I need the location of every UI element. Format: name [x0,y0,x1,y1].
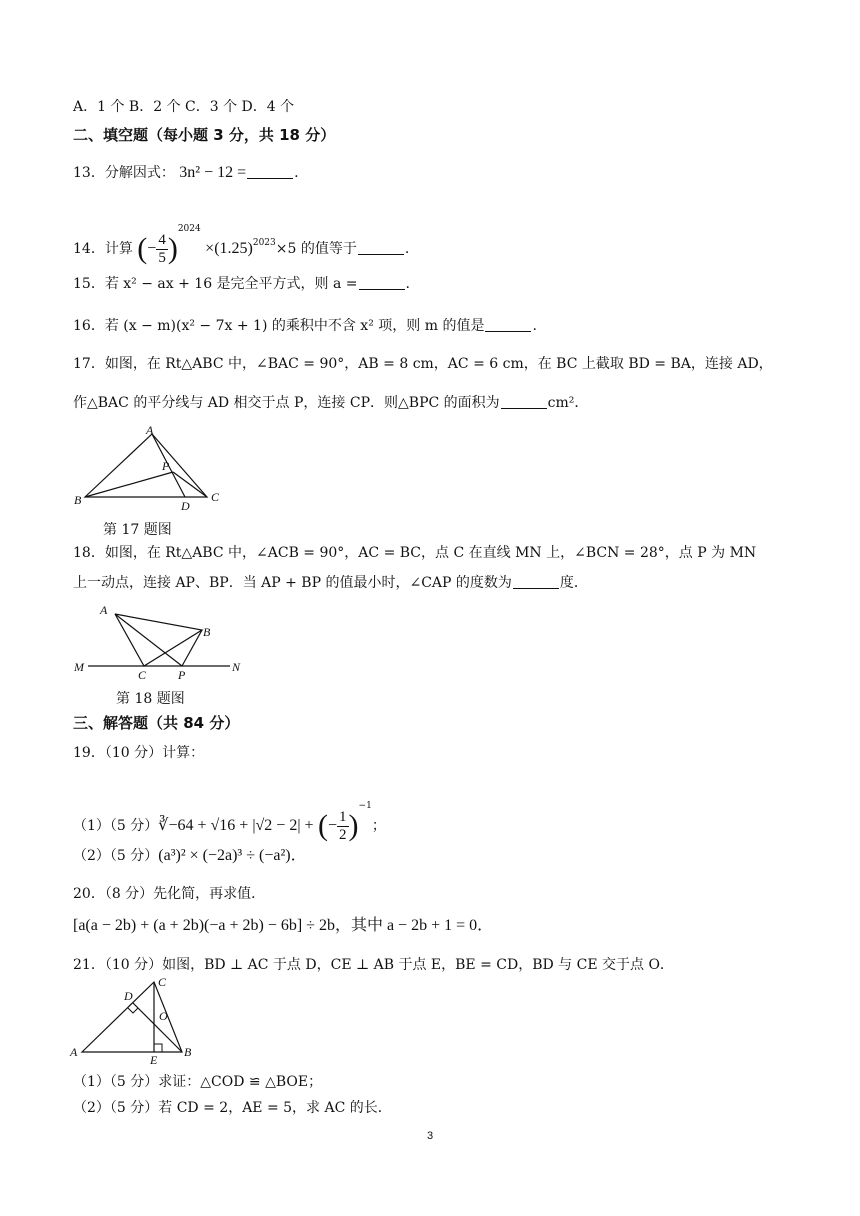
label-e: E [150,1053,158,1066]
fraction: $\frac{4}{5}$ [158,231,166,266]
question-21-part-1: （1）（5 分）求证：△COD ≌ △BOE； [73,1074,323,1090]
label-a: A [100,603,108,617]
segment-ap [115,614,182,666]
question-20-head: 20．（8 分）先化简，再求值． [73,886,266,902]
label-d: D [124,989,133,1003]
question-14: 14．计算 (− $\frac{4}{5}$ )$^{2024} \times(1.25)^{2023}\times 5$ 的值等于 . [73,224,410,266]
answer-blank [513,574,559,589]
segment-bd [133,1003,182,1052]
label-c: C [211,490,220,504]
fraction: $\frac{1}{2}$ [339,808,347,843]
label-p: P [178,668,186,682]
label-c: C [138,668,147,682]
right-angle-d [128,1008,138,1013]
label-b: B [74,493,82,507]
label-p: P [162,459,170,473]
answer-blank [358,240,404,255]
question-20-expression: [a(a − 2b) + (a + 2b)(−a + 2b) − 6b] ÷ 2b，其中 a − 2b + 1 = 0． [73,917,494,934]
label-n: N [232,660,241,674]
answer-blank [359,275,405,290]
label-o: O [159,1009,168,1023]
question-21-head: 21．（10 分）如图，BD ⊥ AC 于点 D，CE ⊥ AB 于点 E，BE = CD，BD 与 CE 交于点 O． [73,957,674,973]
figure-17-caption: 第 17 题图 [103,522,172,538]
options-line: A．1 个 B．2 个 C．3 个 D．4 个 [73,99,295,115]
question-19-part-2: （2）（5 分）(a³)² × (−2a)³ ÷ (−a²)． [73,847,307,864]
label-b: B [184,1045,192,1059]
answer-blank [501,394,547,409]
section-2-title: 二、填空题（每小题 3 分，共 18 分） [73,126,336,144]
label-m: M [74,660,84,674]
figure-18-caption: 第 18 题图 [116,691,185,707]
label-d: D [181,499,190,513]
page-number: 3 [426,1130,434,1142]
question-17-line-2: 作△BAC 的平分线与 AD 相交于点 P，连接 CP．则△BPC 的面积为 cm²． [73,395,589,411]
triangle-acb [115,614,202,666]
answer-blank [247,164,293,179]
right-angle-e [154,1044,162,1052]
section-3-title: 三、解答题（共 84 分） [73,714,240,732]
triangle-abc [85,434,207,497]
question-19-part-1: （1）（5 分）∛−64 + √16 + |√2 − 2| + (− $\frac{1}{2}$ )$^{-1}$； [73,801,386,843]
question-16: 16．若 (x − m)(x² − 7x + 1) 的乘积中不含 x² 项，则 m 的值是 . [73,318,537,334]
question-18-line-1: 18．如图，在 Rt△ABC 中，∠ACB = 90°，AC = BC，点 C 在直线 MN 上，∠BCN = 28°，点 P 为 MN [73,545,757,561]
figure-21 [66,976,206,1066]
question-17-line-1: 17．如图，在 Rt△ABC 中，∠BAC = 90°，AB = 8 cm，AC = 6 cm，在 BC 上截取 BD = BA，连接 AD， [73,356,773,372]
label-a: A [146,423,154,437]
question-15: 15．若 x² − ax + 16 是完全平方式，则 a = . [73,276,410,292]
segment-bp [182,630,202,666]
label-a: A [70,1045,78,1059]
question-13: 13．分解因式： 3n² − 12 = . [73,164,299,181]
answer-blank [485,317,531,332]
figure-17 [70,422,230,517]
question-21-part-2: （2）（5 分）若 CD = 2，AE = 5，求 AC 的长． [73,1100,392,1116]
figure-18 [70,600,250,685]
question-18-line-2: 上一动点，连接 AP、BP．当 AP + BP 的值最小时，∠CAP 的度数为 度． [73,575,588,591]
label-b: B [203,625,211,639]
label-c: C [158,976,167,989]
question-19-head: 19．（10 分）计算： [73,745,205,761]
